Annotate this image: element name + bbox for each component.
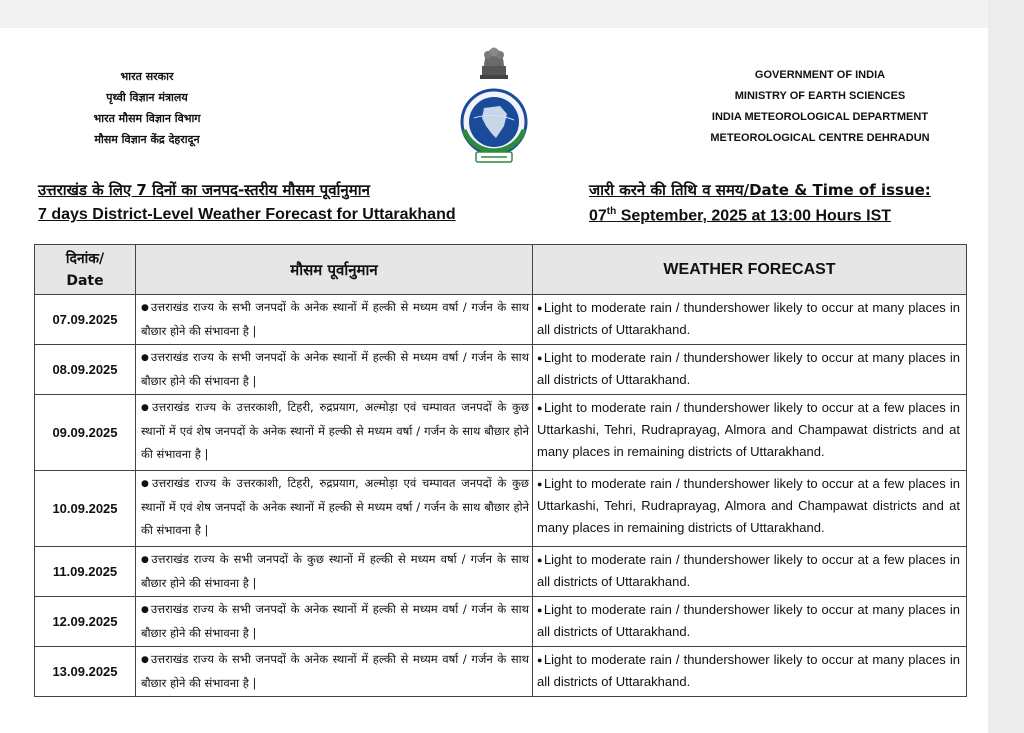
english-organization-block bbox=[700, 65, 940, 149]
bullet-icon: ● bbox=[141, 479, 151, 489]
bullet-icon: ● bbox=[141, 303, 150, 313]
english-forecast-cell bbox=[533, 647, 967, 697]
english-org-line: METEOROLOGICAL CENTRE DEHRADUN bbox=[710, 132, 930, 144]
issue-day: 07 bbox=[589, 207, 607, 225]
hindi-forecast-cell bbox=[136, 597, 533, 647]
bullet-icon: ● bbox=[141, 655, 150, 665]
bullet-icon: ● bbox=[537, 555, 543, 565]
hindi-forecast-column-header: मौसम पूर्वानुमान bbox=[136, 245, 533, 295]
hindi-org-line: मौसम विज्ञान केंद्र देहरादून bbox=[94, 133, 200, 146]
issue-date-label: जारी करने की तिथि व समय/Date & Time of issue: bbox=[589, 181, 931, 199]
english-forecast-text: Light to moderate rain / thundershower likely to occur at many places in all districts of Uttarakhand. bbox=[537, 350, 961, 387]
forecast-date: 09.09.2025 bbox=[35, 395, 136, 471]
forecast-date: 12.09.2025 bbox=[35, 597, 136, 647]
imd-emblem-icon bbox=[452, 42, 536, 192]
hindi-forecast-text: उत्तराखंड राज्य के उत्तरकाशी, टिहरी, रुद्रप्रयाग, अल्मोड़ा एवं चम्पावत जनपदों के कुछ स्थानों में एवं शेष जनपदों के अनेक स्थानों में हल्की से मध्यम वर्षा / गर्जन के साथ बौछार होने की संभावना है | bbox=[141, 400, 529, 461]
document-page bbox=[0, 28, 988, 733]
bullet-icon: ● bbox=[141, 605, 150, 615]
english-forecast-text: Light to moderate rain / thundershower likely to occur at many places in all districts of Uttarakhand. bbox=[537, 300, 961, 337]
english-forecast-text: Light to moderate rain / thundershower likely to occur at a few places in all districts of Uttarakhand. bbox=[537, 552, 961, 589]
bullet-icon: ● bbox=[141, 353, 150, 363]
hindi-forecast-cell bbox=[136, 295, 533, 345]
forecast-date: 10.09.2025 bbox=[35, 471, 136, 547]
hindi-forecast-cell bbox=[136, 345, 533, 395]
table-row bbox=[35, 395, 967, 471]
bullet-icon: ● bbox=[537, 353, 543, 363]
hindi-forecast-cell bbox=[136, 647, 533, 697]
english-org-line: MINISTRY OF EARTH SCIENCES bbox=[734, 90, 906, 102]
bullet-icon: ● bbox=[537, 303, 543, 313]
english-forecast-text: Light to moderate rain / thundershower likely to occur at a few places in Uttarkashi, Tehri, Rudraprayag, Almora and Champawat districts and at many places in remaining districts of Uttarakhand. bbox=[537, 400, 961, 459]
date-header-hindi: दिनांक/ bbox=[65, 250, 105, 267]
hindi-forecast-text: उत्तराखंड राज्य के सभी जनपदों के अनेक स्थानों में हल्की से मध्यम वर्षा / गर्जन के साथ बौछार होने की संभावना है | bbox=[141, 602, 529, 640]
hindi-org-line: पृथ्वी विज्ञान मंत्रालय bbox=[106, 91, 188, 104]
table-row bbox=[35, 471, 967, 547]
english-forecast-column-header: WEATHER FORECAST bbox=[533, 245, 967, 295]
title-english: 7 days District-Level Weather Forecast for Uttarakhand bbox=[38, 206, 456, 223]
table-row bbox=[35, 547, 967, 597]
date-header-english: Date bbox=[66, 272, 104, 289]
bullet-icon: ● bbox=[537, 605, 543, 615]
top-strip bbox=[0, 0, 1024, 28]
bullet-icon: ● bbox=[141, 555, 151, 565]
english-forecast-cell bbox=[533, 547, 967, 597]
bullet-icon: ● bbox=[141, 403, 151, 413]
english-org-line: INDIA METEOROLOGICAL DEPARTMENT bbox=[711, 111, 929, 123]
hindi-org-line: भारत सरकार bbox=[120, 70, 174, 83]
date-column-header bbox=[35, 245, 136, 295]
hindi-forecast-cell bbox=[136, 395, 533, 471]
english-forecast-cell bbox=[533, 471, 967, 547]
table-header-row bbox=[35, 245, 967, 295]
forecast-date: 13.09.2025 bbox=[35, 647, 136, 697]
table-row bbox=[35, 597, 967, 647]
table-row bbox=[35, 295, 967, 345]
hindi-org-line: भारत मौसम विज्ञान विभाग bbox=[93, 112, 201, 125]
forecast-date: 08.09.2025 bbox=[35, 345, 136, 395]
hindi-forecast-text: उत्तराखंड राज्य के सभी जनपदों के कुछ स्थानों में हल्की से मध्यम वर्षा / गर्जन के साथ बौछार होने की संभावना है | bbox=[141, 552, 529, 590]
english-forecast-text: Light to moderate rain / thundershower likely to occur at a few places in Uttarkashi, Tehri, Rudraprayag, Almora and Champawat districts and at many places in remaining districts of Uttarakhand. bbox=[537, 476, 961, 535]
issue-day-suffix: th bbox=[606, 206, 617, 217]
bullet-icon: ● bbox=[537, 655, 543, 665]
english-forecast-cell bbox=[533, 345, 967, 395]
title-hindi: उत्तराखंड के लिए 7 दिनों का जनपद-स्तरीय मौसम पूर्वानुमान bbox=[38, 181, 370, 199]
hindi-forecast-text: उत्तराखंड राज्य के उत्तरकाशी, टिहरी, रुद्रप्रयाग, अल्मोड़ा एवं चम्पावत जनपदों के कुछ स्थानों में एवं शेष जनपदों के अनेक स्थानों में हल्की से मध्यम वर्षा / गर्जन के साथ बौछार होने की संभावना है | bbox=[141, 476, 529, 537]
hindi-forecast-text: उत्तराखंड राज्य के सभी जनपदों के अनेक स्थानों में हल्की से मध्यम वर्षा / गर्जन के साथ बौछार होने की संभावना है | bbox=[141, 300, 529, 338]
bullet-icon: ● bbox=[537, 479, 543, 489]
hindi-organization-block bbox=[52, 66, 242, 150]
english-forecast-text: Light to moderate rain / thundershower likely to occur at many places in all districts of Uttarakhand. bbox=[537, 602, 961, 639]
viewer-scrollbar-area[interactable] bbox=[988, 0, 1024, 733]
english-forecast-cell bbox=[533, 295, 967, 345]
issue-date-value bbox=[589, 206, 891, 225]
hindi-forecast-text: उत्तराखंड राज्य के सभी जनपदों के अनेक स्थानों में हल्की से मध्यम वर्षा / गर्जन के साथ बौछार होने की संभावना है | bbox=[141, 652, 529, 690]
hindi-forecast-cell bbox=[136, 471, 533, 547]
english-org-line: GOVERNMENT OF INDIA bbox=[754, 69, 886, 81]
forecast-date: 07.09.2025 bbox=[35, 295, 136, 345]
forecast-date: 11.09.2025 bbox=[35, 547, 136, 597]
bullet-icon: ● bbox=[537, 403, 543, 413]
english-forecast-cell bbox=[533, 597, 967, 647]
hindi-forecast-text: उत्तराखंड राज्य के सभी जनपदों के अनेक स्थानों में हल्की से मध्यम वर्षा / गर्जन के साथ बौछार होने की संभावना है | bbox=[141, 350, 529, 388]
english-forecast-cell bbox=[533, 395, 967, 471]
english-forecast-text: Light to moderate rain / thundershower likely to occur at many places in all districts of Uttarakhand. bbox=[537, 652, 961, 689]
issue-date-rest: September, 2025 at 13:00 Hours IST bbox=[616, 207, 892, 225]
forecast-table bbox=[34, 244, 967, 697]
table-row bbox=[35, 647, 967, 697]
table-row bbox=[35, 345, 967, 395]
hindi-forecast-cell bbox=[136, 547, 533, 597]
